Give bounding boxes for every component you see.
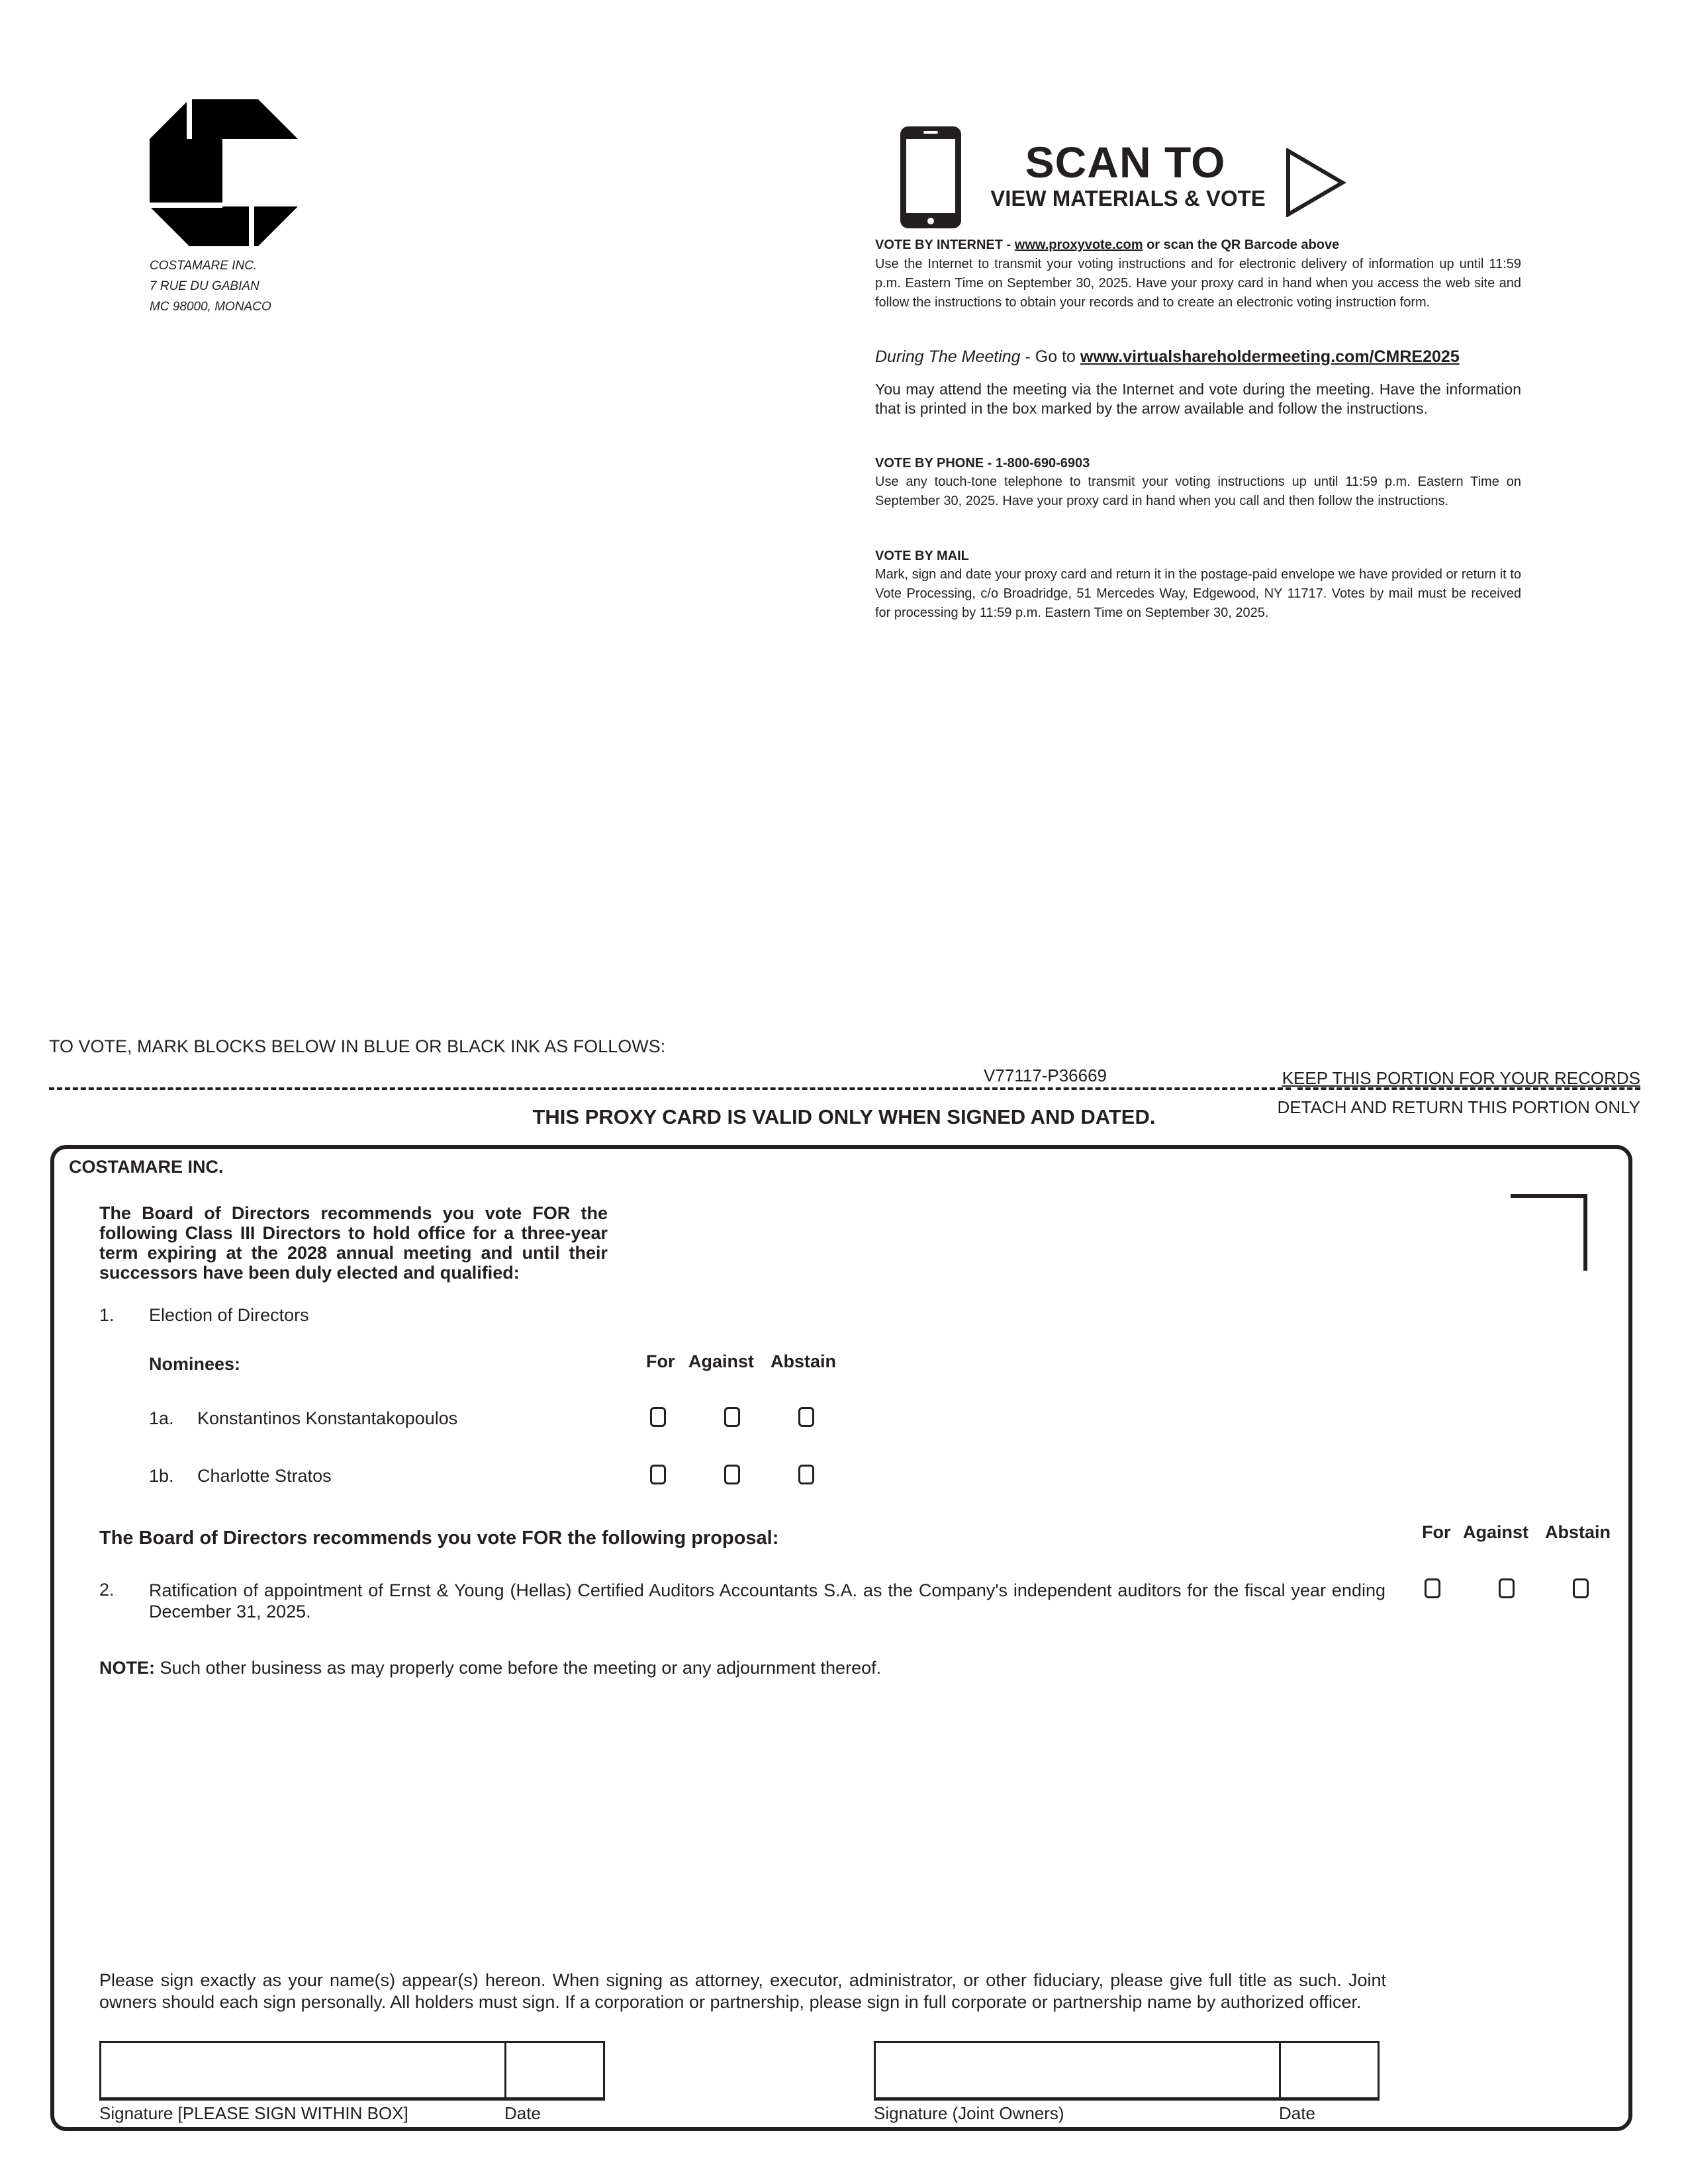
corner-marker xyxy=(1511,1194,1587,1271)
meeting-goto: - Go to xyxy=(1020,347,1080,366)
column-for: For xyxy=(1422,1522,1451,1542)
vote-internet-heading xyxy=(875,236,1521,255)
joint-signature-box[interactable] xyxy=(874,2041,1380,2101)
proxyvote-link[interactable]: www.proxyvote.com xyxy=(1014,238,1143,252)
vote-phone-heading: VOTE BY PHONE - 1-800-690-6903 xyxy=(875,456,1090,471)
vote-meeting-line xyxy=(875,345,1521,368)
joint-signature-label: Signature (Joint Owners) xyxy=(874,2103,1064,2123)
vote-phone-body: Use any touch-tone telephone to transmit your voting instructions up until 11:59 p.m. Eastern Time on September 30, 2025. Have your proxy card in hand when you call and then follow the instructions. xyxy=(875,475,1521,508)
address-line: MC 98000, MONACO xyxy=(150,300,271,314)
scan-title: SCAN TO xyxy=(1025,138,1226,187)
joint-signature-date-divider xyxy=(1279,2041,1281,2099)
proposal-2-for-checkbox[interactable] xyxy=(1425,1578,1440,1598)
nominee-1b-against-checkbox[interactable] xyxy=(724,1465,740,1484)
costamare-logo-icon xyxy=(150,99,298,246)
board-recommendation-proposal: The Board of Directors recommends you vote FOR the following proposal: xyxy=(99,1527,779,1549)
date-label: Date xyxy=(504,2103,541,2123)
mark-instructions: TO VOTE, MARK BLOCKS BELOW IN BLUE OR BLACK INK AS FOLLOWS: xyxy=(49,1036,666,1056)
nominee-id: 1b. xyxy=(149,1466,174,1486)
column-against: Against xyxy=(688,1351,755,1371)
joint-date-label: Date xyxy=(1279,2103,1315,2123)
nominee-id: 1a. xyxy=(149,1408,174,1428)
card-company-name: COSTAMARE INC. xyxy=(69,1157,224,1177)
detach-line xyxy=(49,1087,1291,1090)
signature-box[interactable] xyxy=(99,2041,605,2101)
heading-prefix: VOTE BY INTERNET - xyxy=(875,238,1015,252)
proposal-1-number: 1. xyxy=(99,1305,115,1325)
proposal-2-against-checkbox[interactable] xyxy=(1499,1578,1515,1598)
detach-portion-label: DETACH AND RETURN THIS PORTION ONLY xyxy=(1277,1097,1640,1117)
virtual-meeting-link[interactable]: www.virtualshareholdermeeting.com/CMRE2025 xyxy=(1080,347,1460,366)
vote-meeting-body: You may attend the meeting via the Internet and vote during the meeting. Have the information that is printed in the box marked by the arrow available and follow the instructions. xyxy=(875,381,1521,417)
nominee-name: Charlotte Stratos xyxy=(197,1466,332,1486)
nominee-1b-for-checkbox[interactable] xyxy=(650,1465,666,1484)
column-abstain: Abstain xyxy=(771,1351,837,1371)
proposal-1-title: Election of Directors xyxy=(149,1305,309,1325)
column-abstain: Abstain xyxy=(1545,1522,1611,1542)
address-line: COSTAMARE INC. xyxy=(150,259,258,273)
heading-suffix: or scan the QR Barcode above xyxy=(1143,238,1340,252)
vote-mail-heading: VOTE BY MAIL xyxy=(875,549,969,563)
signing-instructions: Please sign exactly as your name(s) appear(s) hereon. When signing as attorney, executor, administrator, or other fiduciary, please give full title as such. Joint owners should each sign personally. All holders must sign. If a corporation or partnership, please sign in full corporate or partnership name by authorized officer. xyxy=(99,1970,1386,2012)
control-number: V77117-P36669 xyxy=(984,1066,1107,1085)
nominee-1a-abstain-checkbox[interactable] xyxy=(798,1407,814,1427)
proposal-2-text: Ratification of appointment of Ernst & Young (Hellas) Certified Auditors Accountants S.A. as the Company's independent auditors for the fiscal year ending December 31, 2025. xyxy=(149,1580,1385,1621)
validity-notice: THIS PROXY CARD IS VALID ONLY WHEN SIGNED AND DATED. xyxy=(532,1105,1156,1128)
note-label: NOTE: xyxy=(99,1658,155,1678)
meeting-label: During The Meeting xyxy=(875,347,1021,366)
column-for: For xyxy=(646,1351,675,1371)
nominee-name: Konstantinos Konstantakopoulos xyxy=(197,1408,458,1428)
nominee-1a-for-checkbox[interactable] xyxy=(650,1407,666,1427)
proposal-2-number: 2. xyxy=(99,1580,115,1600)
signature-date-divider xyxy=(504,2041,506,2099)
keep-portion-label: KEEP THIS PORTION FOR YOUR RECORDS xyxy=(1282,1068,1640,1088)
board-recommendation-directors: The Board of Directors recommends you vote FOR the following Class III Directors to hold office for a three-year term expiring at the 2028 annual meeting and until their successors have been duly elected and qualified: xyxy=(99,1203,608,1283)
nominees-label: Nominees: xyxy=(149,1354,241,1374)
nominee-1a-against-checkbox[interactable] xyxy=(724,1407,740,1427)
company-address xyxy=(150,255,271,317)
proposal-2-abstain-checkbox[interactable] xyxy=(1573,1578,1589,1598)
signature-label: Signature [PLEASE SIGN WITHIN BOX] xyxy=(99,2103,408,2123)
vote-internet-body: Use the Internet to transmit your voting instructions and for electronic delivery of information up until 11:59 p.m. Eastern Time on September 30, 2025. Have your proxy card in hand when you access the web site and follow the instructions to obtain your records and to create an electronic voting instruction form. xyxy=(875,257,1521,310)
note xyxy=(99,1658,881,1678)
vote-mail-body: Mark, sign and date your proxy card and return it in the postage-paid envelope we have provided or return it to Vote Processing, c/o Broadridge, 51 Mercedes Way, Edgewood, NY 11717. Votes by mail must be received for processing by 11:59 p.m. Eastern Time on September 30, 2025. xyxy=(875,567,1521,620)
address-line: 7 RUE DU GABIAN xyxy=(150,279,259,293)
smartphone-icon xyxy=(898,124,963,230)
nominee-1b-abstain-checkbox[interactable] xyxy=(798,1465,814,1484)
play-arrow-icon xyxy=(1286,148,1346,217)
column-against: Against xyxy=(1463,1522,1529,1542)
scan-subtitle: VIEW MATERIALS & VOTE xyxy=(990,186,1266,210)
note-text: Such other business as may properly come before the meeting or any adjournment thereof. xyxy=(155,1658,882,1678)
